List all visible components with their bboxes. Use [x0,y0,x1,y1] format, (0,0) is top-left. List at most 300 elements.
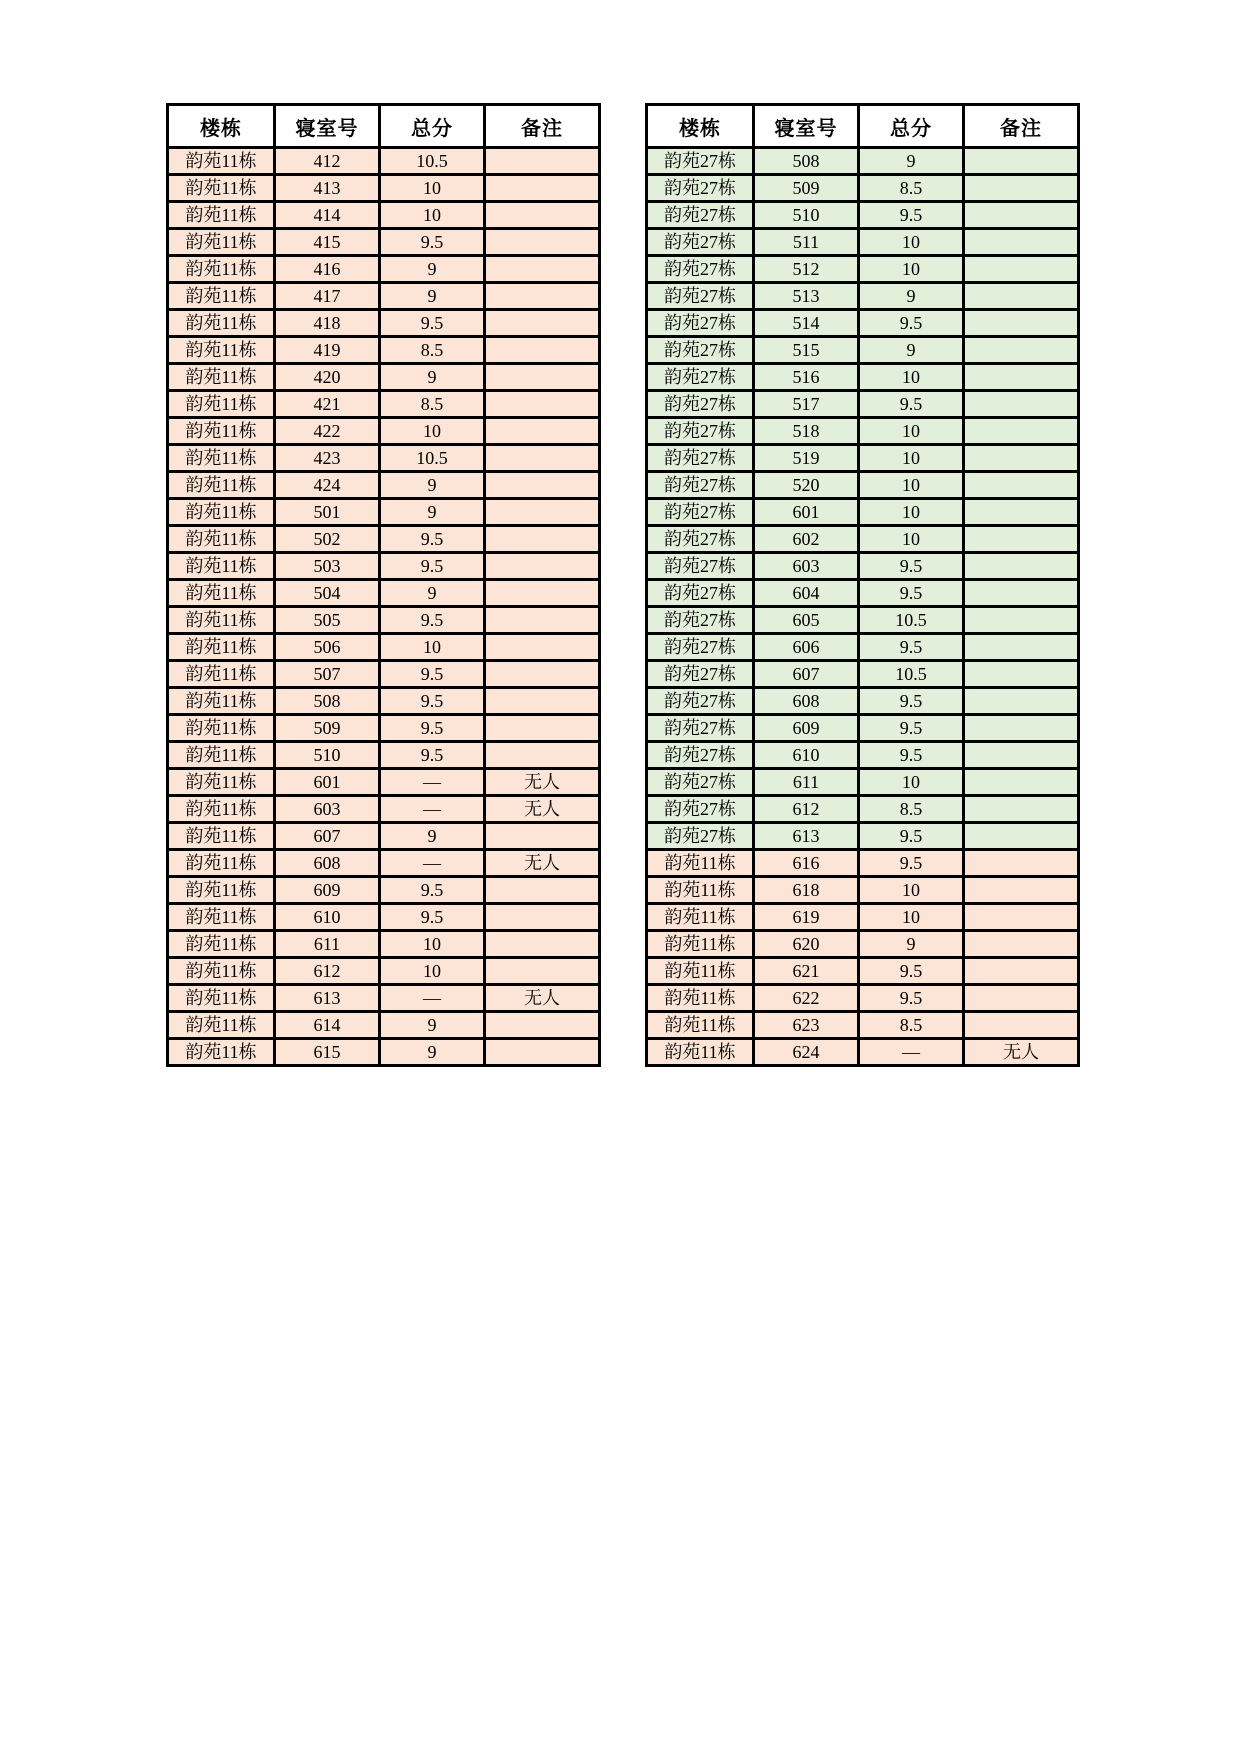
table-row [168,850,600,877]
building-cell: 韵苑11栋 [168,202,275,229]
table-row [168,337,600,364]
building-cell: 韵苑27栋 [647,742,754,769]
room-cell: 602 [754,526,859,553]
score-cell: 10 [859,445,964,472]
remark-cell [485,877,600,904]
building-cell: 韵苑11栋 [168,742,275,769]
header-room: 寝室号 [275,105,380,148]
remark-cell [485,364,600,391]
remark-cell [964,499,1079,526]
score-cell: 9.5 [859,634,964,661]
remark-cell [964,877,1079,904]
room-cell: 608 [754,688,859,715]
building-cell: 韵苑27栋 [647,769,754,796]
score-cell: 9 [380,364,485,391]
score-cell: 10 [380,958,485,985]
remark-cell [485,931,600,958]
room-cell: 514 [754,310,859,337]
room-cell: 422 [275,418,380,445]
score-cell: 10 [380,418,485,445]
remark-cell [964,553,1079,580]
building-cell: 韵苑11栋 [168,148,275,175]
header-remark: 备注 [964,105,1079,148]
building-cell: 韵苑11栋 [168,661,275,688]
building-cell: 韵苑11栋 [647,1039,754,1066]
room-cell: 415 [275,229,380,256]
score-cell: 9 [380,823,485,850]
remark-cell [964,931,1079,958]
remark-cell [964,850,1079,877]
header-remark: 备注 [485,105,600,148]
building-cell: 韵苑11栋 [168,769,275,796]
room-cell: 519 [754,445,859,472]
score-cell: 10 [859,229,964,256]
remark-cell: 无人 [964,1039,1079,1066]
score-cell: 10 [859,904,964,931]
building-cell: 韵苑11栋 [168,958,275,985]
remark-cell [964,742,1079,769]
room-cell: 504 [275,580,380,607]
building-cell: 韵苑27栋 [647,580,754,607]
score-cell: 9.5 [380,553,485,580]
room-cell: 420 [275,364,380,391]
building-cell: 韵苑11栋 [168,175,275,202]
building-cell: 韵苑27栋 [647,337,754,364]
table-row [647,364,1079,391]
table-row [168,877,600,904]
building-cell: 韵苑27栋 [647,661,754,688]
building-cell: 韵苑11栋 [168,634,275,661]
building-cell: 韵苑11栋 [168,256,275,283]
score-cell: 9 [859,931,964,958]
remark-cell: 无人 [485,796,600,823]
table-row [647,688,1079,715]
building-cell: 韵苑11栋 [168,337,275,364]
room-cell: 621 [754,958,859,985]
table-row [647,472,1079,499]
room-cell: 417 [275,283,380,310]
score-cell: 9.5 [859,310,964,337]
room-cell: 609 [275,877,380,904]
table-row [647,607,1079,634]
room-cell: 623 [754,1012,859,1039]
table-row [168,580,600,607]
building-cell: 韵苑27栋 [647,607,754,634]
remark-cell [485,715,600,742]
remark-cell [964,148,1079,175]
building-cell: 韵苑11栋 [168,850,275,877]
table-row [647,580,1079,607]
room-cell: 610 [275,904,380,931]
table-row [168,202,600,229]
remark-cell [485,229,600,256]
table-row [168,526,600,553]
remark-cell [964,364,1079,391]
score-cell: 10.5 [380,445,485,472]
building-cell: 韵苑11栋 [168,796,275,823]
score-cell: 9.5 [380,526,485,553]
score-cell: 10 [380,931,485,958]
table-row [168,688,600,715]
table-row [168,499,600,526]
table-row [168,391,600,418]
remark-cell: 无人 [485,985,600,1012]
room-cell: 509 [754,175,859,202]
building-cell: 韵苑11栋 [168,418,275,445]
building-cell: 韵苑27栋 [647,310,754,337]
building-cell: 韵苑27栋 [647,418,754,445]
score-cell: 9 [859,337,964,364]
room-cell: 601 [275,769,380,796]
room-cell: 608 [275,850,380,877]
table-row [647,715,1079,742]
room-cell: 513 [754,283,859,310]
building-cell: 韵苑27栋 [647,472,754,499]
score-cell: 9.5 [859,850,964,877]
table-row [647,1012,1079,1039]
table-row [647,526,1079,553]
remark-cell [964,283,1079,310]
remark-cell [964,661,1079,688]
score-cell: 9.5 [859,742,964,769]
building-cell: 韵苑27栋 [647,553,754,580]
building-cell: 韵苑11栋 [647,958,754,985]
table-row [647,661,1079,688]
room-cell: 517 [754,391,859,418]
table-row [647,796,1079,823]
score-cell: — [380,769,485,796]
building-cell: 韵苑11栋 [168,904,275,931]
remark-cell [485,256,600,283]
header-building: 楼栋 [168,105,275,148]
building-cell: 韵苑27栋 [647,283,754,310]
score-cell: 10 [859,256,964,283]
building-cell: 韵苑11栋 [647,985,754,1012]
room-cell: 613 [754,823,859,850]
score-cell: 9.5 [859,823,964,850]
remark-cell: 无人 [485,769,600,796]
score-cell: 10 [859,877,964,904]
room-cell: 618 [754,877,859,904]
table-row [168,931,600,958]
header-room: 寝室号 [754,105,859,148]
table-row [168,607,600,634]
table-row [168,715,600,742]
score-cell: 10 [859,364,964,391]
remark-cell [485,445,600,472]
score-cell: 8.5 [859,796,964,823]
remark-cell [485,418,600,445]
table-row [168,1039,600,1066]
score-table-left [166,103,601,1067]
building-cell: 韵苑11栋 [168,229,275,256]
score-cell: 9.5 [380,310,485,337]
building-cell: 韵苑11栋 [168,985,275,1012]
building-cell: 韵苑11栋 [168,472,275,499]
table-row [168,769,600,796]
remark-cell [964,958,1079,985]
room-cell: 619 [754,904,859,931]
room-cell: 509 [275,715,380,742]
remark-cell [964,688,1079,715]
score-cell: 9.5 [859,553,964,580]
remark-cell [485,661,600,688]
score-cell: 9.5 [859,202,964,229]
remark-cell [485,607,600,634]
table-row [647,904,1079,931]
table-row [647,931,1079,958]
building-cell: 韵苑27栋 [647,715,754,742]
room-cell: 603 [275,796,380,823]
room-cell: 418 [275,310,380,337]
room-cell: 613 [275,985,380,1012]
room-cell: 520 [754,472,859,499]
table-row [647,877,1079,904]
building-cell: 韵苑11栋 [647,850,754,877]
table-row [168,958,600,985]
room-cell: 419 [275,337,380,364]
remark-cell [485,958,600,985]
room-cell: 607 [754,661,859,688]
building-cell: 韵苑11栋 [168,823,275,850]
building-cell: 韵苑11栋 [168,310,275,337]
building-cell: 韵苑27栋 [647,823,754,850]
score-cell: — [380,796,485,823]
room-cell: 413 [275,175,380,202]
room-cell: 414 [275,202,380,229]
table-row [168,445,600,472]
room-cell: 501 [275,499,380,526]
room-cell: 603 [754,553,859,580]
remark-cell [485,580,600,607]
score-cell: 9 [380,283,485,310]
building-cell: 韵苑27栋 [647,202,754,229]
building-cell: 韵苑27栋 [647,688,754,715]
score-cell: 8.5 [380,337,485,364]
header-row [168,105,600,148]
score-cell: 9.5 [380,877,485,904]
remark-cell [964,472,1079,499]
room-cell: 515 [754,337,859,364]
score-cell: 9 [380,256,485,283]
table-row [168,634,600,661]
building-cell: 韵苑27栋 [647,148,754,175]
table-row [168,229,600,256]
table-row [168,553,600,580]
table-row [168,310,600,337]
score-cell: 9.5 [380,607,485,634]
table-row [168,175,600,202]
building-cell: 韵苑11栋 [168,283,275,310]
remark-cell [964,1012,1079,1039]
remark-cell [485,202,600,229]
remark-cell [485,526,600,553]
building-cell: 韵苑11栋 [168,688,275,715]
building-cell: 韵苑11栋 [647,904,754,931]
table-row [168,661,600,688]
room-cell: 508 [754,148,859,175]
remark-cell [964,526,1079,553]
table-row [647,769,1079,796]
table-row [647,850,1079,877]
remark-cell [485,310,600,337]
room-cell: 412 [275,148,380,175]
remark-cell [964,580,1079,607]
remark-cell: 无人 [485,850,600,877]
table-row [647,283,1079,310]
score-cell: 10 [859,499,964,526]
room-cell: 502 [275,526,380,553]
building-cell: 韵苑11栋 [168,364,275,391]
table-row [168,742,600,769]
score-cell: 9.5 [859,688,964,715]
header-row [647,105,1079,148]
table-row [168,796,600,823]
table-row [168,985,600,1012]
remark-cell [964,256,1079,283]
table-row [647,823,1079,850]
remark-cell [964,607,1079,634]
score-cell: — [380,850,485,877]
building-cell: 韵苑27栋 [647,175,754,202]
header-score: 总分 [380,105,485,148]
room-cell: 421 [275,391,380,418]
room-cell: 424 [275,472,380,499]
table-row [647,175,1079,202]
table-row [647,553,1079,580]
table-row [647,310,1079,337]
remark-cell [964,391,1079,418]
remark-cell [485,742,600,769]
table-row [168,256,600,283]
room-cell: 614 [275,1012,380,1039]
table-row [647,958,1079,985]
score-cell: 9.5 [380,661,485,688]
remark-cell [485,148,600,175]
remark-cell [964,823,1079,850]
table-row [647,337,1079,364]
room-cell: 604 [754,580,859,607]
score-cell: 8.5 [859,175,964,202]
remark-cell [964,985,1079,1012]
room-cell: 508 [275,688,380,715]
table-row [168,823,600,850]
remark-cell [964,202,1079,229]
remark-cell [485,472,600,499]
room-cell: 416 [275,256,380,283]
remark-cell [964,769,1079,796]
remark-cell [964,715,1079,742]
building-cell: 韵苑27栋 [647,229,754,256]
remark-cell [485,823,600,850]
room-cell: 512 [754,256,859,283]
table-row [647,1039,1079,1066]
header-building: 楼栋 [647,105,754,148]
remark-cell [964,796,1079,823]
table-row [168,418,600,445]
score-cell: 8.5 [859,1012,964,1039]
table-row [647,445,1079,472]
room-cell: 612 [754,796,859,823]
building-cell: 韵苑27栋 [647,499,754,526]
room-cell: 601 [754,499,859,526]
score-cell: 9.5 [859,985,964,1012]
score-cell: 10.5 [859,607,964,634]
table-row [647,148,1079,175]
room-cell: 423 [275,445,380,472]
score-cell: 9.5 [859,391,964,418]
table-row [168,1012,600,1039]
table-row [647,499,1079,526]
remark-cell [964,445,1079,472]
remark-cell [964,904,1079,931]
room-cell: 620 [754,931,859,958]
remark-cell [485,337,600,364]
remark-cell [485,499,600,526]
building-cell: 韵苑27栋 [647,391,754,418]
building-cell: 韵苑11栋 [647,877,754,904]
building-cell: 韵苑27栋 [647,634,754,661]
table-row [168,472,600,499]
remark-cell [964,337,1079,364]
score-cell: 9 [380,1039,485,1066]
room-cell: 510 [754,202,859,229]
building-cell: 韵苑11栋 [168,499,275,526]
building-cell: 韵苑11栋 [168,1039,275,1066]
building-cell: 韵苑11栋 [168,580,275,607]
remark-cell [964,418,1079,445]
building-cell: 韵苑27栋 [647,256,754,283]
room-cell: 503 [275,553,380,580]
remark-cell [485,283,600,310]
score-cell: — [859,1039,964,1066]
remark-cell [485,1039,600,1066]
remark-cell [485,391,600,418]
score-cell: — [380,985,485,1012]
building-cell: 韵苑27栋 [647,796,754,823]
table-row [168,364,600,391]
table-row [647,391,1079,418]
building-cell: 韵苑11栋 [168,391,275,418]
building-cell: 韵苑27栋 [647,526,754,553]
building-cell: 韵苑27栋 [647,364,754,391]
score-cell: 10 [859,472,964,499]
room-cell: 518 [754,418,859,445]
table-row [168,148,600,175]
score-cell: 9 [380,580,485,607]
score-cell: 9.5 [380,229,485,256]
score-cell: 9.5 [859,958,964,985]
remark-cell [964,634,1079,661]
score-cell: 8.5 [380,391,485,418]
score-cell: 10 [859,526,964,553]
table-row [168,904,600,931]
table-row [647,229,1079,256]
remark-cell [964,175,1079,202]
score-cell: 10 [380,202,485,229]
score-cell: 10 [859,418,964,445]
score-cell: 9.5 [380,742,485,769]
room-cell: 506 [275,634,380,661]
room-cell: 607 [275,823,380,850]
score-cell: 9.5 [380,688,485,715]
score-cell: 10 [859,769,964,796]
score-cell: 9 [380,1012,485,1039]
table-row [647,985,1079,1012]
score-cell: 9 [380,472,485,499]
room-cell: 610 [754,742,859,769]
score-cell: 9 [859,148,964,175]
